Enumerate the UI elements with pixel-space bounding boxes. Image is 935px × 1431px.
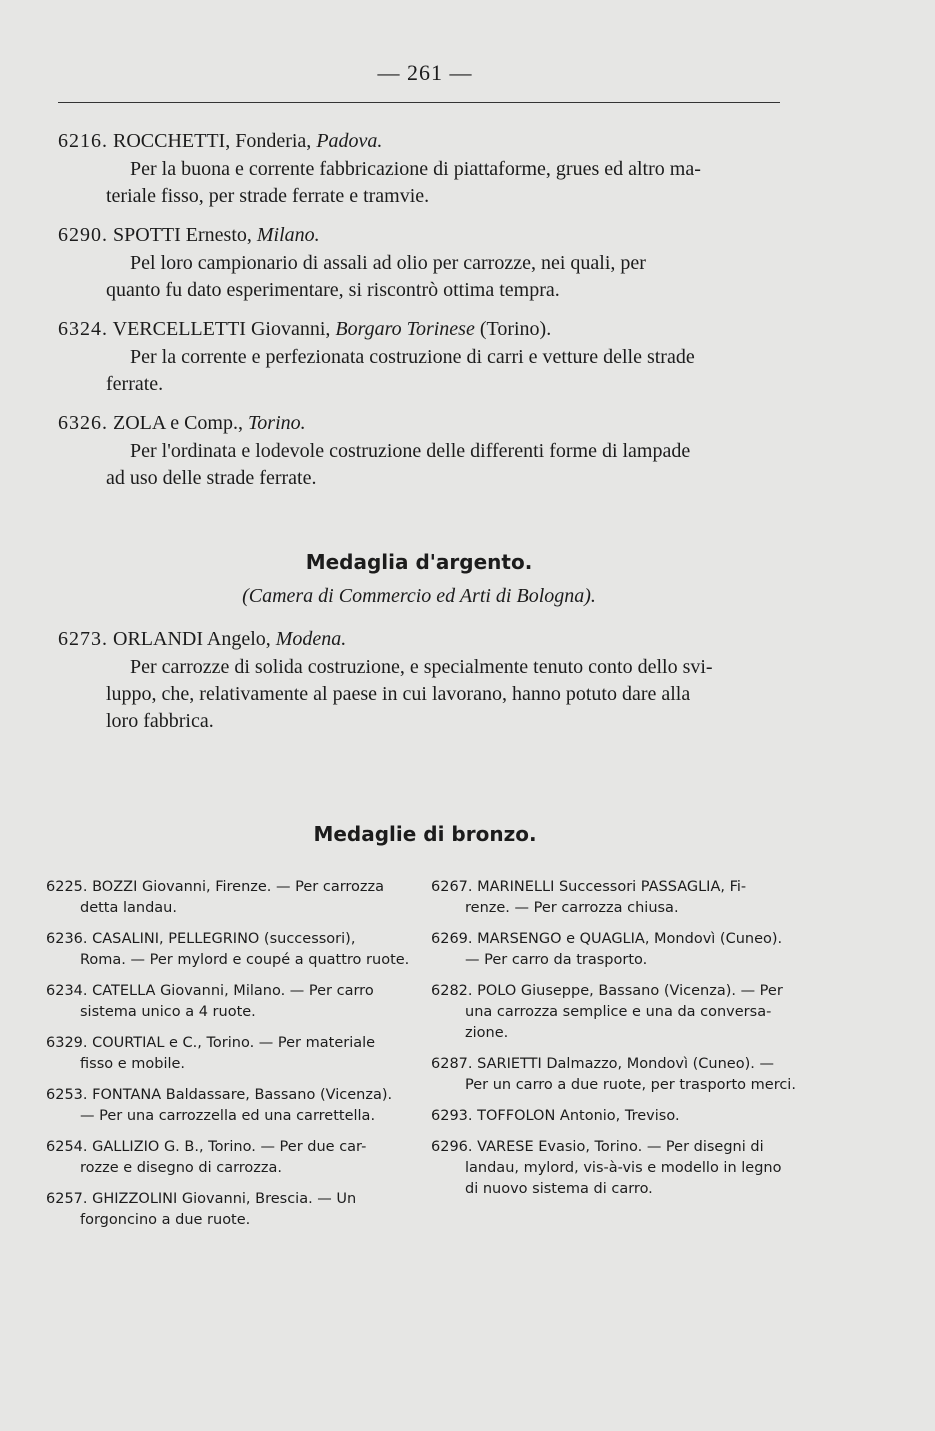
item-rest: Per un carro a due ruote, per trasporto merci.: [465, 1077, 796, 1093]
entry-line: quanto fu dato esperimentare, si riscontrò ottima tempra.: [106, 279, 560, 301]
entry-line: teriale fisso, per strade ferrate e tramvie.: [106, 185, 430, 207]
entry-number: 6290.: [58, 224, 108, 246]
entry-name: ORLANDI Angelo,: [113, 628, 276, 650]
item-rest: detta landau.: [80, 900, 177, 916]
item-rest: — Per carro da trasporto.: [465, 952, 648, 968]
list-item: [46, 1137, 411, 1179]
list-item: [46, 1189, 411, 1231]
bronze-columns: [46, 877, 796, 1241]
item-line: 6296. VARESE Evasio, Torino. — Per disegni di: [431, 1139, 764, 1155]
silver-medal-subtitle: (Camera di Commercio ed Arti di Bologna).: [242, 585, 596, 607]
item-rest: — Per una carrozzella ed una carrettella.: [80, 1108, 376, 1124]
item-line: 6329. COURTIAL e C., Torino. — Per materiale: [46, 1035, 376, 1051]
list-item: [46, 929, 411, 971]
list-item: [46, 1033, 411, 1075]
entry-name: VERCELLETTI Giovanni,: [112, 318, 336, 340]
entry-tail: (Torino).: [474, 318, 552, 340]
item-rest: Roma. — Per mylord e coupé a quattro ruote.: [80, 952, 410, 968]
header-rule: [58, 102, 780, 103]
entry-place: Modena.: [275, 628, 347, 650]
entry-heading: [58, 126, 780, 156]
item-line: 6236. CASALINI, PELLEGRINO (successori),: [46, 931, 356, 947]
entry-heading: [58, 220, 780, 250]
item-rest: una carrozza semplice e una da conversa- zione.: [465, 1004, 772, 1041]
item-line: 6282. POLO Giuseppe, Bassano (Vicenza). — Per: [431, 983, 783, 999]
list-item: [46, 877, 411, 919]
item-rest: forgoncino a due ruote.: [80, 1212, 251, 1228]
list-item: [46, 981, 411, 1023]
entry-name: SPOTTI Ernesto,: [113, 224, 257, 246]
entry-heading: [58, 408, 780, 438]
item-line: 6253. FONTANA Baldassare, Bassano (Vicenza).: [46, 1087, 393, 1103]
item-line: 6257. GHIZZOLINI Giovanni, Brescia. — Un: [46, 1191, 357, 1207]
silver-medal-title: Medaglia d'argento.: [305, 550, 533, 574]
entry-heading: [58, 624, 780, 654]
entry-place: Milano.: [256, 224, 320, 246]
entry-line: loro fabbrica.: [106, 710, 214, 732]
entry-line: Per la buona e corrente fabbricazione di piattaforme, grues ed altro ma-: [130, 158, 701, 180]
entry-name: ROCCHETTI, Fonderia,: [113, 130, 317, 152]
entry-number: 6326.: [58, 412, 108, 434]
entry-line: Pel loro campionario di assali ad olio per carrozze, nei quali, per: [130, 252, 646, 274]
item-line: 6225. BOZZI Giovanni, Firenze. — Per carrozza: [46, 879, 385, 895]
entry-name: ZOLA e Comp.,: [113, 412, 248, 434]
item-line: 6234. CATELLA Giovanni, Milano. — Per carro: [46, 983, 374, 999]
main-text: [58, 126, 780, 745]
entry-line: Per l'ordinata e lodevole costruzione delle differenti forme di lampade: [130, 440, 691, 462]
bronze-left-column: [46, 877, 411, 1241]
bronze-right-column: [431, 877, 796, 1241]
list-item: [431, 1106, 796, 1127]
item-line: 6254. GALLIZIO G. B., Torino. — Per due car-: [46, 1139, 367, 1155]
list-item: [431, 1054, 796, 1096]
entry-line: luppo, che, relativamente al paese in cui lavorano, hanno potuto dare alla: [106, 683, 691, 705]
page-number: — 261 —: [377, 60, 473, 85]
list-item: [431, 877, 796, 919]
entry-line: Per la corrente e perfezionata costruzione di carri e vetture delle strade: [130, 346, 695, 368]
entry: [58, 314, 780, 398]
list-item: [431, 981, 796, 1044]
list-item: [431, 1137, 796, 1200]
entry-place: Torino.: [248, 412, 306, 434]
bronze-medal-title: Medaglie di bronzo.: [313, 822, 537, 846]
entry-line: Per carrozze di solida costruzione, e specialmente tenuto conto dello svi-: [130, 656, 713, 678]
item-rest: landau, mylord, vis-à-vis e modello in legno di nuovo sistema di carro.: [465, 1160, 782, 1197]
entry-line: ferrate.: [106, 373, 164, 395]
item-line: 6293. TOFFOLON Antonio, Treviso.: [431, 1108, 680, 1124]
entry-place: Padova.: [316, 130, 383, 152]
entry: [58, 624, 780, 735]
entry-number: 6216.: [58, 130, 108, 152]
entry-place: Borgaro Torinese: [335, 318, 475, 340]
entry-number: 6273.: [58, 628, 108, 650]
item-rest: fisso e mobile.: [80, 1056, 186, 1072]
entry: [58, 126, 780, 210]
item-line: 6287. SARIETTI Dalmazzo, Mondovì (Cuneo). —: [431, 1056, 774, 1072]
item-rest: sistema unico a 4 ruote.: [80, 1004, 256, 1020]
item-rest: renze. — Per carrozza chiusa.: [465, 900, 679, 916]
item-rest: rozze e disegno di carrozza.: [80, 1160, 283, 1176]
list-item: [46, 1085, 411, 1127]
entry: [58, 220, 780, 304]
entry-heading: [58, 314, 780, 344]
entry-number: 6324.: [58, 318, 108, 340]
item-line: 6269. MARSENGO e QUAGLIA, Mondovì (Cuneo).: [431, 931, 783, 947]
item-line: 6267. MARINELLI Successori PASSAGLIA, Fi-: [431, 879, 747, 895]
list-item: [431, 929, 796, 971]
entry-line: ad uso delle strade ferrate.: [106, 467, 317, 489]
entry: [58, 408, 780, 492]
